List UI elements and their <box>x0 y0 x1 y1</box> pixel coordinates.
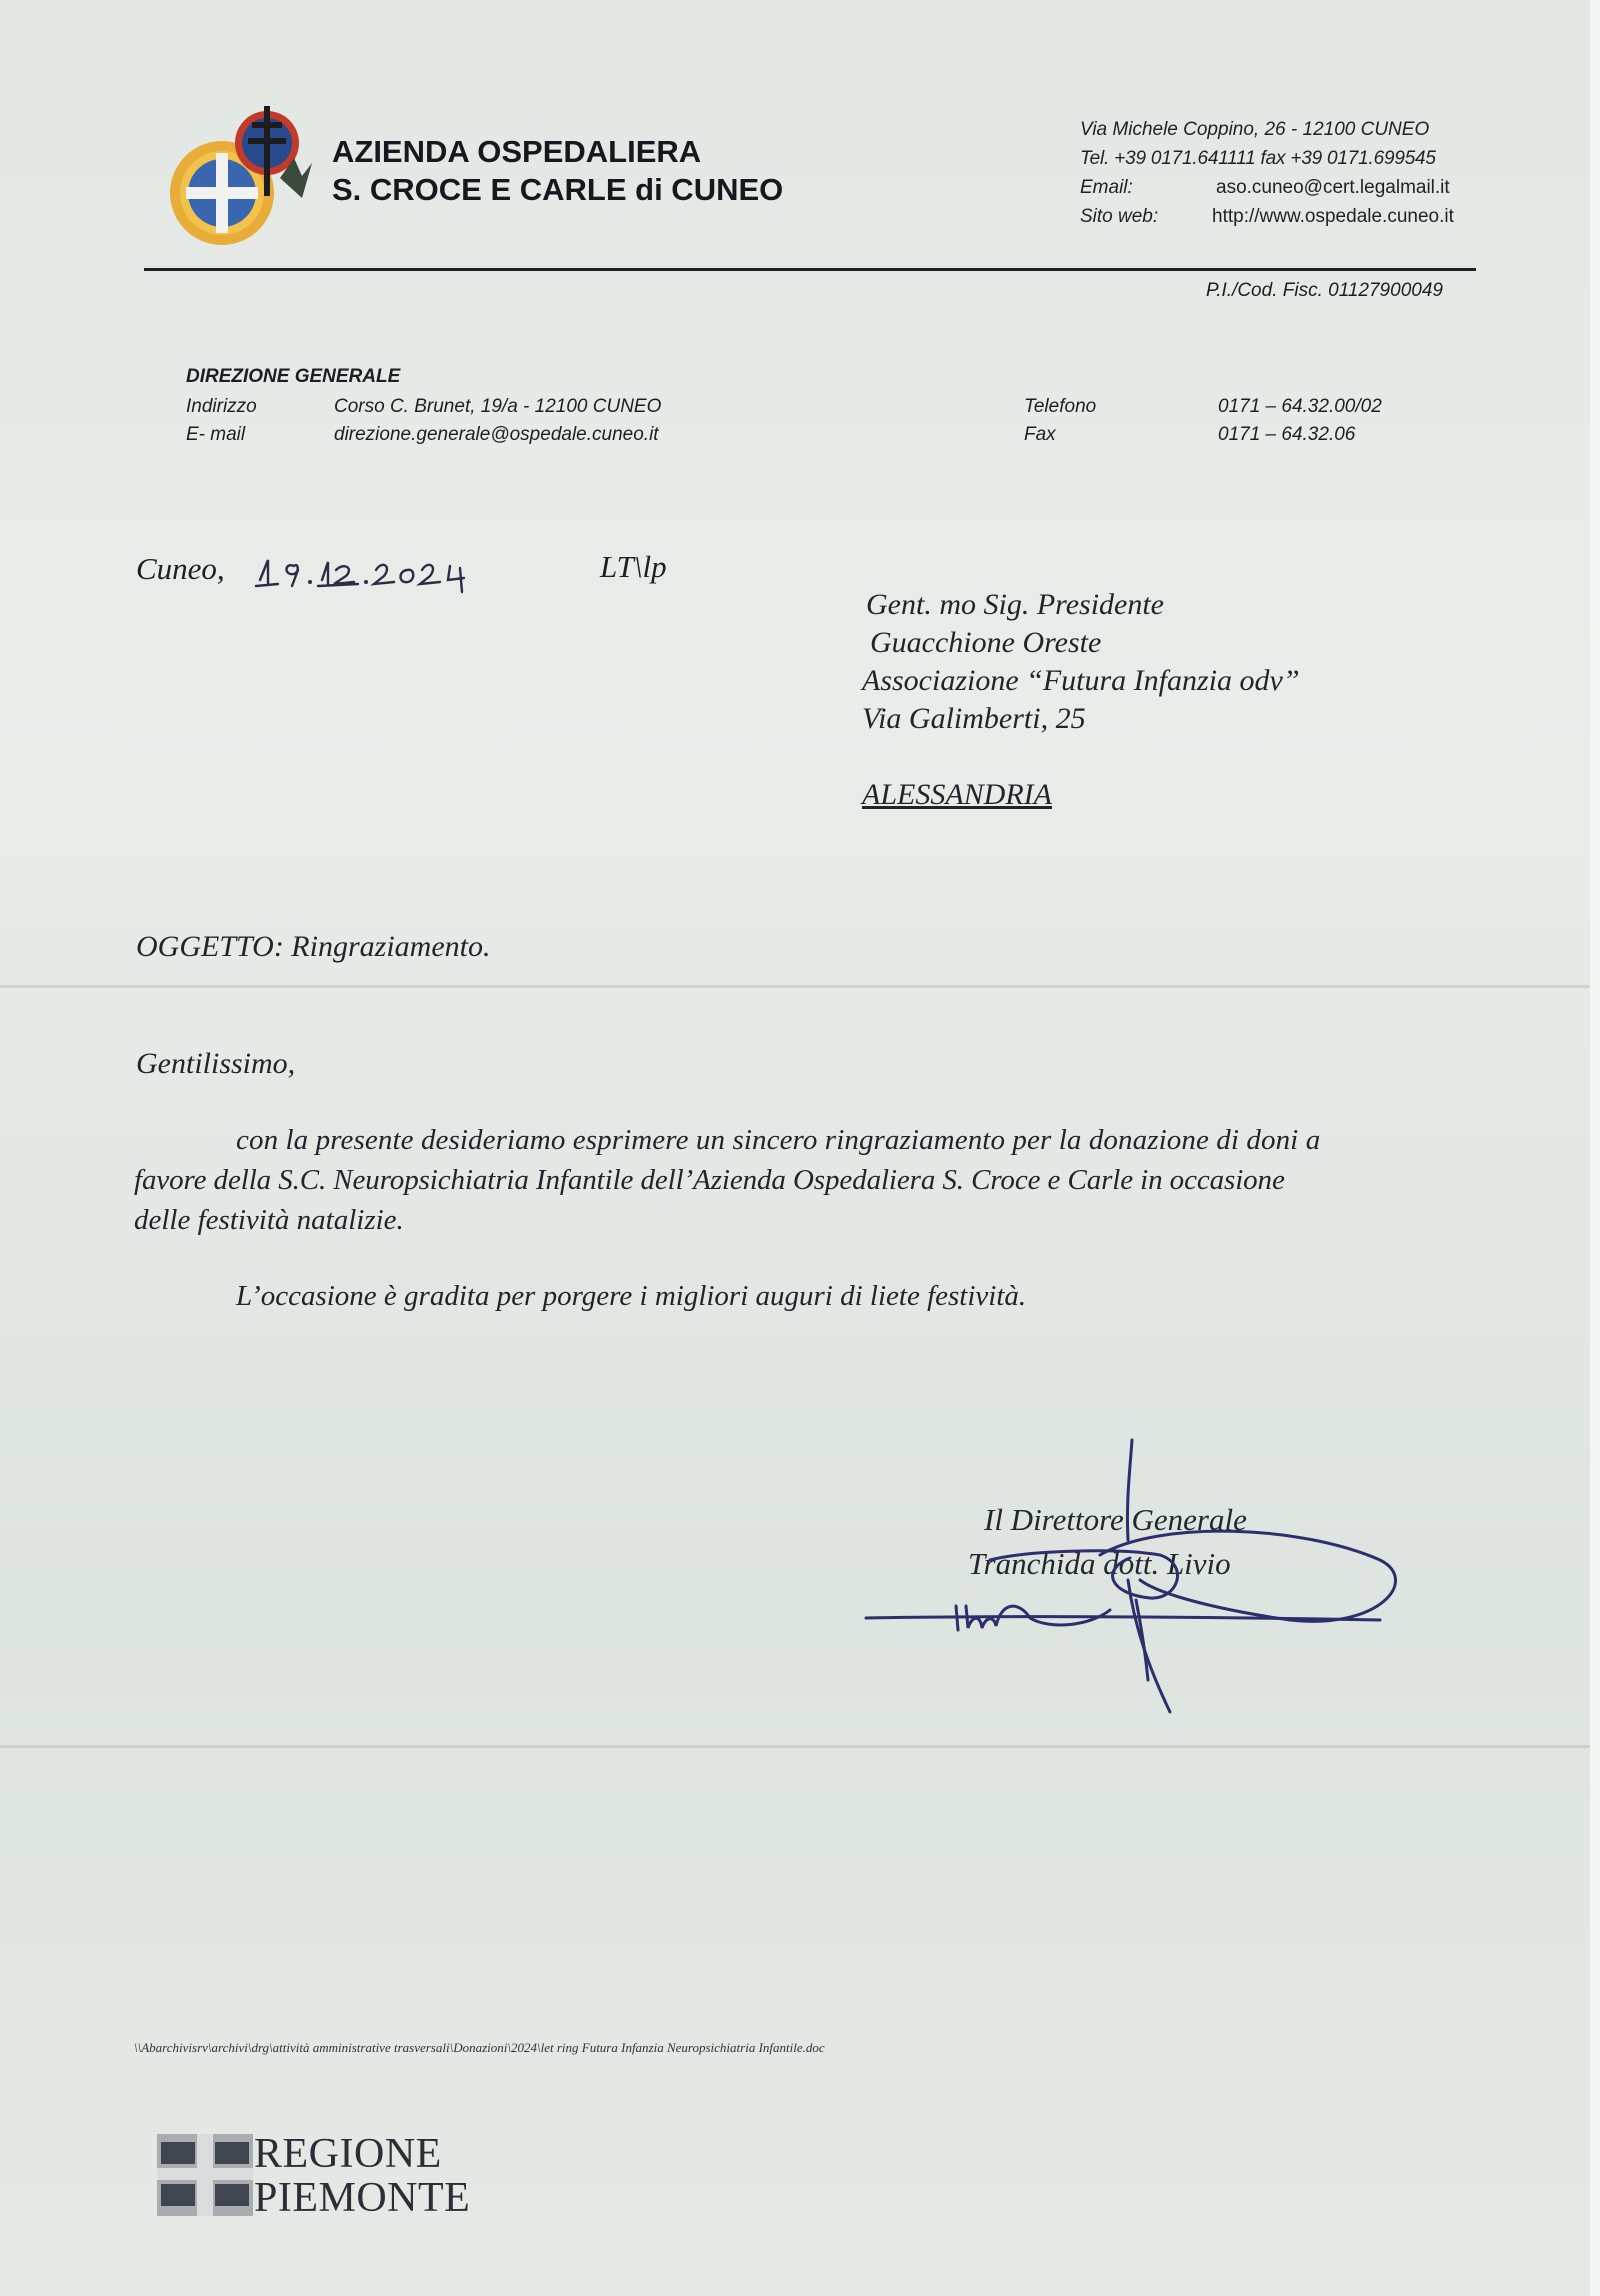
paper-edge <box>1590 0 1600 2296</box>
department-phone: 0171 – 64.32.00/02 <box>1218 396 1382 417</box>
hospital-name-line1: AZIENDA OSPEDALIERA <box>332 134 702 169</box>
letter-place: Cuneo, <box>136 551 225 586</box>
hospital-email: aso.cuneo@cert.legalmail.it <box>1216 177 1450 198</box>
hospital-phone: Tel. +39 0171.641111 fax +39 0171.699545 <box>1080 148 1436 169</box>
website-label: Sito web: <box>1080 206 1159 227</box>
signatory-name: Tranchida dott. Livio <box>968 1546 1231 1581</box>
hospital-logo <box>152 98 322 248</box>
body-paragraph-2: L’occasione è gradita per porgere i migliori auguri di liete festività. <box>236 1280 1027 1312</box>
recipient-city: ALESSANDRIA <box>862 778 1052 811</box>
body-paragraph-1-line-1: con la presente desideriamo esprimere un sincero ringraziamento per la donazione di doni a <box>236 1124 1321 1156</box>
phone-label: Telefono <box>1024 396 1097 417</box>
paper-fold-line <box>0 985 1600 988</box>
hospital-address: Via Michele Coppino, 26 - 12100 CUNEO <box>1080 119 1430 140</box>
department-address: Corso C. Brunet, 19/a - 12100 CUNEO <box>334 396 662 417</box>
department-title: DIREZIONE GENERALE <box>186 366 401 387</box>
hospital-website: http://www.ospedale.cuneo.it <box>1212 206 1454 227</box>
email-label: Email: <box>1080 177 1133 198</box>
recipient-line-3: Associazione “Futura Infanzia odv” <box>862 664 1300 697</box>
department-email: direzione.generale@ospedale.cuneo.it <box>334 424 659 445</box>
body-paragraph-1-line-2: favore della S.C. Neuropsichiatria Infantile dell’Azienda Ospedaliera S. Croce e Carle in occasione <box>134 1164 1285 1196</box>
file-path: \\Abarchivisrv\archivi\drg\attività amministrative trasversali\Donazioni\2024\let ring Futura Infanzia Neuropsichiatria Infantile.doc <box>134 2040 825 2055</box>
recipient-line-4: Via Galimberti, 25 <box>862 702 1086 735</box>
regione-piemonte-flag-icon <box>157 2134 253 2216</box>
hospital-name-line2: S. CROCE E CARLE di CUNEO <box>332 172 784 207</box>
email-label: E- mail <box>186 424 246 445</box>
address-label: Indirizzo <box>186 396 257 417</box>
handwritten-date <box>250 540 490 596</box>
recipient-line-2: Guacchione Oreste <box>870 626 1102 659</box>
reference-code: LT\lp <box>600 549 667 584</box>
region-name-line1: REGIONE <box>254 2131 442 2177</box>
body-paragraph-1-line-3: delle festività natalizie. <box>134 1204 404 1236</box>
letter-salutation: Gentilissimo, <box>136 1047 296 1080</box>
letter-subject: OGGETTO: Ringraziamento. <box>136 930 491 963</box>
recipient-line-1: Gent. mo Sig. Presidente <box>866 588 1164 621</box>
paper-fold-line <box>0 1745 1600 1748</box>
signatory-title: Il Direttore Generale <box>984 1502 1247 1537</box>
department-fax: 0171 – 64.32.06 <box>1218 424 1356 445</box>
handwritten-signature <box>860 1430 1400 1720</box>
fax-label: Fax <box>1024 424 1056 445</box>
tax-id: P.I./Cod. Fisc. 01127900049 <box>1206 280 1443 301</box>
header-divider <box>144 268 1476 271</box>
region-name-line2: PIEMONTE <box>254 2175 471 2221</box>
